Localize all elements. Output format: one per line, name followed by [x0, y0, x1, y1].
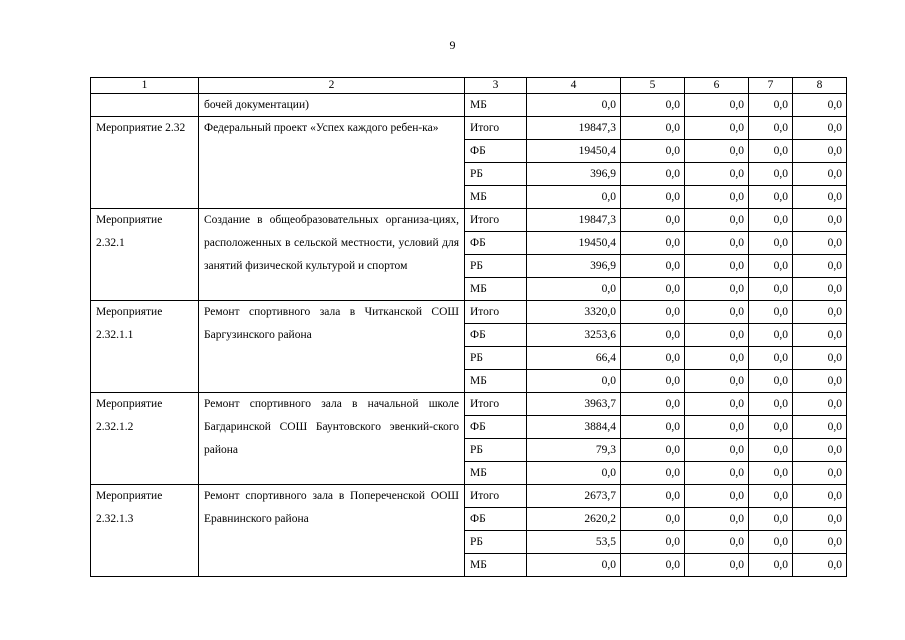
page-number: 9 — [449, 38, 456, 52]
funding-source-cell: РБ — [465, 531, 527, 554]
amount-cell: 0,0 — [621, 232, 685, 255]
amount-cell: 0,0 — [749, 117, 793, 140]
amount-cell: 0,0 — [749, 94, 793, 117]
amount-cell: 0,0 — [749, 255, 793, 278]
amount-cell: 0,0 — [793, 439, 847, 462]
funding-source-cell: МБ — [465, 94, 527, 117]
table-row — [91, 209, 847, 232]
column-header: 1 — [91, 78, 199, 94]
amount-cell: 396,9 — [527, 163, 621, 186]
amount-cell: 0,0 — [749, 485, 793, 508]
amount-cell: 0,0 — [621, 347, 685, 370]
activity-description-cell: Создание в общеобразовательных организа-циях, расположенных в сельской местности, условий для занятий физической культурой и спортом — [199, 209, 465, 301]
funding-source-cell: ФБ — [465, 324, 527, 347]
table-row — [91, 94, 847, 117]
funding-source-cell: Итого — [465, 393, 527, 416]
amount-cell: 0,0 — [621, 94, 685, 117]
activity-id-cell: Мероприятие 2.32.1.3 — [91, 485, 199, 577]
activity-id-cell — [91, 94, 199, 117]
activity-id-cell: Мероприятие 2.32.1.2 — [91, 393, 199, 485]
amount-cell: 0,0 — [685, 416, 749, 439]
amount-cell: 0,0 — [621, 209, 685, 232]
amount-cell: 0,0 — [621, 186, 685, 209]
amount-cell: 0,0 — [793, 117, 847, 140]
amount-cell: 0,0 — [685, 255, 749, 278]
amount-cell: 0,0 — [749, 393, 793, 416]
amount-cell: 0,0 — [621, 301, 685, 324]
amount-cell: 19450,4 — [527, 232, 621, 255]
funding-source-cell: РБ — [465, 163, 527, 186]
amount-cell: 0,0 — [621, 416, 685, 439]
funding-source-cell: Итого — [465, 117, 527, 140]
funding-source-cell: Итого — [465, 485, 527, 508]
budget-table — [90, 77, 847, 577]
activity-description-cell: Ремонт спортивного зала в начальной школе Багдаринской СОШ Баунтовского эвенкий-ского района — [199, 393, 465, 485]
amount-cell: 0,0 — [793, 94, 847, 117]
amount-cell: 0,0 — [749, 209, 793, 232]
funding-source-cell: РБ — [465, 439, 527, 462]
amount-cell: 0,0 — [749, 163, 793, 186]
table-row — [91, 393, 847, 416]
activity-id-cell: Мероприятие 2.32 — [91, 117, 199, 209]
amount-cell: 0,0 — [749, 186, 793, 209]
amount-cell: 0,0 — [685, 186, 749, 209]
amount-cell: 0,0 — [527, 94, 621, 117]
amount-cell: 0,0 — [621, 163, 685, 186]
activity-description-cell: бочей документации) — [199, 94, 465, 117]
amount-cell: 0,0 — [621, 324, 685, 347]
amount-cell: 0,0 — [793, 508, 847, 531]
table-header-row — [91, 78, 847, 94]
amount-cell: 0,0 — [793, 462, 847, 485]
funding-source-cell: ФБ — [465, 508, 527, 531]
amount-cell: 0,0 — [749, 439, 793, 462]
amount-cell: 0,0 — [749, 140, 793, 163]
amount-cell: 0,0 — [793, 163, 847, 186]
amount-cell: 0,0 — [793, 370, 847, 393]
amount-cell: 0,0 — [527, 278, 621, 301]
column-header: 3 — [465, 78, 527, 94]
activity-description-cell: Ремонт спортивного зала в Читканской СОШ Баргузинского района — [199, 301, 465, 393]
amount-cell: 0,0 — [685, 554, 749, 577]
amount-cell: 0,0 — [621, 393, 685, 416]
amount-cell: 79,3 — [527, 439, 621, 462]
funding-source-cell: МБ — [465, 554, 527, 577]
funding-source-cell: РБ — [465, 255, 527, 278]
amount-cell: 0,0 — [685, 301, 749, 324]
funding-source-cell: ФБ — [465, 232, 527, 255]
amount-cell: 0,0 — [749, 278, 793, 301]
amount-cell: 0,0 — [793, 301, 847, 324]
amount-cell: 0,0 — [685, 370, 749, 393]
amount-cell: 3884,4 — [527, 416, 621, 439]
amount-cell: 0,0 — [621, 140, 685, 163]
amount-cell: 0,0 — [685, 508, 749, 531]
funding-source-cell: Итого — [465, 209, 527, 232]
amount-cell: 0,0 — [749, 554, 793, 577]
amount-cell: 0,0 — [793, 140, 847, 163]
amount-cell: 0,0 — [685, 347, 749, 370]
funding-source-cell: МБ — [465, 370, 527, 393]
amount-cell: 0,0 — [621, 462, 685, 485]
column-header: 6 — [685, 78, 749, 94]
column-header: 2 — [199, 78, 465, 94]
table-row — [91, 117, 847, 140]
amount-cell: 19847,3 — [527, 209, 621, 232]
amount-cell: 0,0 — [749, 416, 793, 439]
funding-source-cell: Итого — [465, 301, 527, 324]
amount-cell: 0,0 — [621, 554, 685, 577]
amount-cell: 2673,7 — [527, 485, 621, 508]
amount-cell: 0,0 — [527, 370, 621, 393]
amount-cell: 0,0 — [527, 554, 621, 577]
table-row — [91, 301, 847, 324]
funding-source-cell: ФБ — [465, 140, 527, 163]
amount-cell: 0,0 — [621, 485, 685, 508]
amount-cell: 0,0 — [793, 232, 847, 255]
amount-cell: 0,0 — [749, 347, 793, 370]
amount-cell: 0,0 — [685, 94, 749, 117]
amount-cell: 0,0 — [685, 278, 749, 301]
amount-cell: 0,0 — [793, 393, 847, 416]
amount-cell: 0,0 — [527, 186, 621, 209]
amount-cell: 0,0 — [793, 255, 847, 278]
column-header: 7 — [749, 78, 793, 94]
amount-cell: 0,0 — [793, 485, 847, 508]
amount-cell: 0,0 — [749, 232, 793, 255]
column-header: 4 — [527, 78, 621, 94]
amount-cell: 0,0 — [793, 347, 847, 370]
funding-source-cell: МБ — [465, 186, 527, 209]
amount-cell: 0,0 — [793, 324, 847, 347]
amount-cell: 0,0 — [749, 462, 793, 485]
amount-cell: 0,0 — [793, 554, 847, 577]
activity-id-cell: Мероприятие 2.32.1.1 — [91, 301, 199, 393]
amount-cell: 0,0 — [749, 508, 793, 531]
amount-cell: 0,0 — [685, 117, 749, 140]
amount-cell: 0,0 — [685, 485, 749, 508]
amount-cell: 0,0 — [793, 186, 847, 209]
column-header: 8 — [793, 78, 847, 94]
amount-cell: 0,0 — [685, 140, 749, 163]
column-header: 5 — [621, 78, 685, 94]
amount-cell: 0,0 — [793, 416, 847, 439]
amount-cell: 19450,4 — [527, 140, 621, 163]
amount-cell: 0,0 — [685, 393, 749, 416]
amount-cell: 53,5 — [527, 531, 621, 554]
funding-source-cell: МБ — [465, 278, 527, 301]
activity-description-cell: Федеральный проект «Успех каждого ребен-ка» — [199, 117, 465, 209]
amount-cell: 0,0 — [685, 531, 749, 554]
amount-cell: 0,0 — [621, 278, 685, 301]
funding-source-cell: МБ — [465, 462, 527, 485]
funding-source-cell: ФБ — [465, 416, 527, 439]
amount-cell: 0,0 — [621, 508, 685, 531]
amount-cell: 0,0 — [685, 232, 749, 255]
amount-cell: 3253,6 — [527, 324, 621, 347]
amount-cell: 0,0 — [793, 531, 847, 554]
amount-cell: 0,0 — [621, 255, 685, 278]
amount-cell: 0,0 — [621, 117, 685, 140]
amount-cell: 0,0 — [621, 439, 685, 462]
amount-cell: 0,0 — [793, 209, 847, 232]
amount-cell: 0,0 — [685, 324, 749, 347]
amount-cell: 0,0 — [685, 462, 749, 485]
amount-cell: 0,0 — [621, 531, 685, 554]
amount-cell: 2620,2 — [527, 508, 621, 531]
amount-cell: 0,0 — [685, 209, 749, 232]
amount-cell: 66,4 — [527, 347, 621, 370]
amount-cell: 0,0 — [749, 301, 793, 324]
amount-cell: 0,0 — [685, 163, 749, 186]
amount-cell: 3963,7 — [527, 393, 621, 416]
amount-cell: 0,0 — [621, 370, 685, 393]
amount-cell: 0,0 — [685, 439, 749, 462]
amount-cell: 19847,3 — [527, 117, 621, 140]
amount-cell: 0,0 — [749, 531, 793, 554]
amount-cell: 0,0 — [749, 370, 793, 393]
activity-description-cell: Ремонт спортивного зала в Попереченской ООШ Еравнинского района — [199, 485, 465, 577]
funding-source-cell: РБ — [465, 347, 527, 370]
amount-cell: 3320,0 — [527, 301, 621, 324]
table-row — [91, 485, 847, 508]
amount-cell: 0,0 — [749, 324, 793, 347]
amount-cell: 0,0 — [527, 462, 621, 485]
amount-cell: 0,0 — [793, 278, 847, 301]
amount-cell: 396,9 — [527, 255, 621, 278]
activity-id-cell: Мероприятие 2.32.1 — [91, 209, 199, 301]
